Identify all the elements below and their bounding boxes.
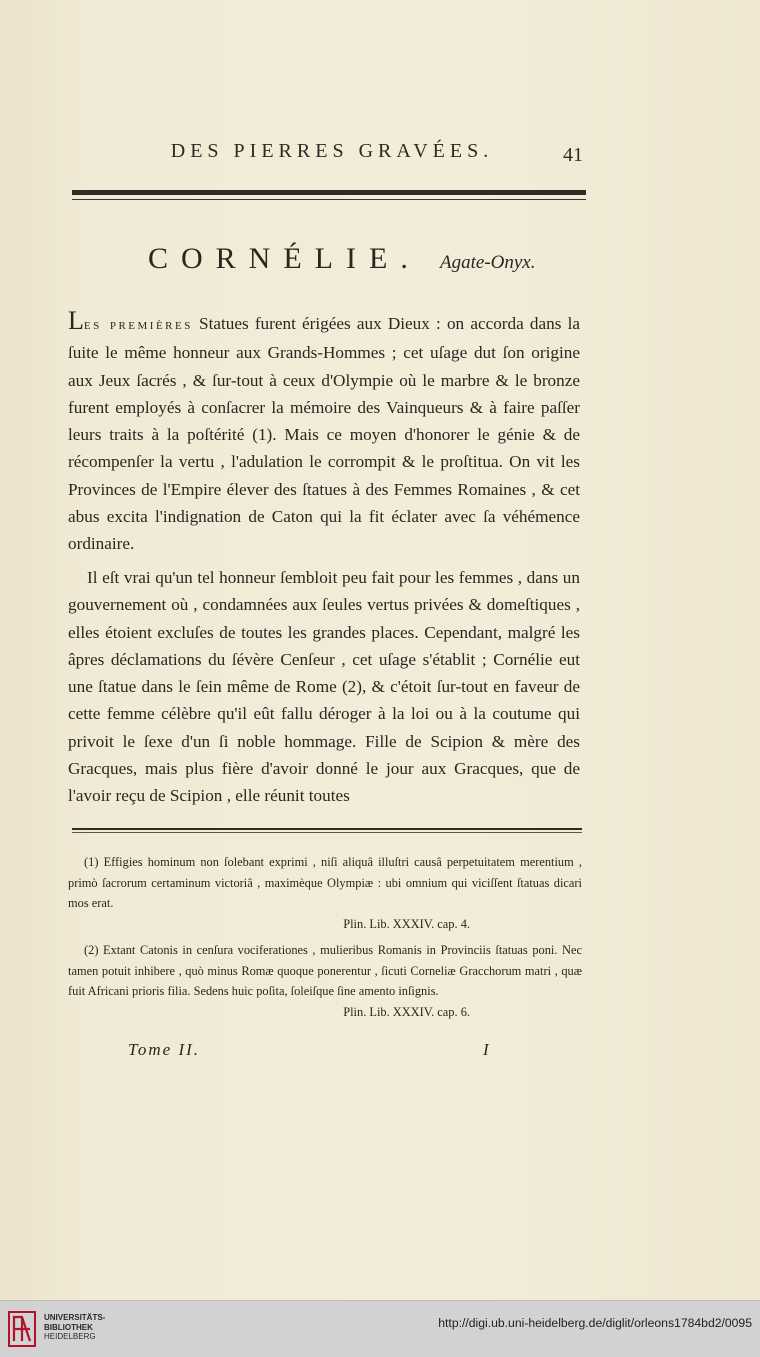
signature-mark: I [483,1040,489,1059]
header-rule-thin [72,199,586,200]
library-bar [0,1300,760,1357]
footnote-2 [68,940,582,1022]
paragraph-1-text: Statues furent érigées aux Dieux : on accorda dans la ſuite le même honneur aux Grands-Hommes ; cet uſage dut ſon origine aux Jeux ſacrés , & ſur-tout à ceux d'Olympie où le marbre & le bronze furent employés à conſacrer la mémoire des Vainqueurs & à faire paſſer leurs traits à la poſtérité (1). Mais ce moyen d'honorer le génie & de récompenſer la vertu , l'adulation le corrompit & le proſtitua. On vit les Provinces de l'Empire élever des ſtatues à des Femmes Romaines , & cet abus excita l'indignation de Caton qui la fit éclater avec ſa véhémence ordinaire. [68,314,580,554]
page-number: 41 [563,144,583,166]
footnote-1 [68,852,582,934]
paragraph-2: Il eſt vrai qu'un tel honneur ſembloit peu fait pour les femmes , dans un gouvernement où , condamnées aux ſeules vertus privées & domeſtiques , elles étoient excluſes de toutes les grandes places. Cependant, malgré les âpres déclamations du ſévère Cenſeur , cet uſage s'établit ; Cornélie eut une ſtatue dans le ſein même de Rome (2), & c'étoit ſur-tout en faveur de cette femme célèbre qu'il eût fallu déroger à la loi ou à la coutume qui privoit le ſexe d'un ſi noble hommage. Fille de Scipion & mère des Gracques, mais plus fière d'avoir donné le jour aux Gracques, que de l'avoir reçu de Scipion , elle réunit toutes [68,568,580,806]
library-name [44,1313,134,1342]
article-title: CORNÉLIE. [148,242,421,275]
paragraph-1 [68,306,580,558]
footnote-1-citation: Plin. Lib. XXXIV. cap. 4. [343,916,470,931]
header-rule-thick [72,190,586,195]
footnote-rule [72,828,582,830]
tome-label: Tome II. [128,1040,201,1059]
university-library-logo-icon[interactable] [8,1311,36,1347]
footnote-2-text: (2) Extant Catonis in cenſura vociferationes , mulieribus Romanis in Provinciis ſtatuas poni. Nec tamen potuit inhibere , quò minus Romæ quoque ponerentur , ſicuti Corneliæ Gracchorum matri , quæ fuit Africani prioris filia. Sedens huic poſita, ſoleiſque ſine amento inſignis. [68,943,582,998]
permalink-url[interactable]: http://digi.ub.uni-heidelberg.de/diglit/orleons1784bd2/0095 [438,1316,752,1330]
footnote-2-citation: Plin. Lib. XXXIV. cap. 6. [343,1004,470,1019]
library-name-line-3: HEIDELBERG [44,1332,96,1341]
running-title: DES PIERRES GRAVÉES. [170,140,494,162]
footnote-rule-thin [72,832,582,833]
article-subtitle: Agate-Onyx. [440,252,536,273]
drop-cap: L [68,306,84,335]
small-caps-lead: es premières [83,317,193,333]
library-name-line-1: UNIVERSITÄTS- [44,1313,106,1322]
library-name-line-2: BIBLIOTHEK [44,1322,93,1332]
footnote-1-text: (1) Effigies hominum non ſolebant exprimi , niſi aliquâ illuſtri causâ perpetuitatem merentium , primò ſacrorum certaminum victoriâ , maximèque Olympiæ : ubi omnium qui viciſſent ſtatuas dicari mos erat. [68,855,582,910]
